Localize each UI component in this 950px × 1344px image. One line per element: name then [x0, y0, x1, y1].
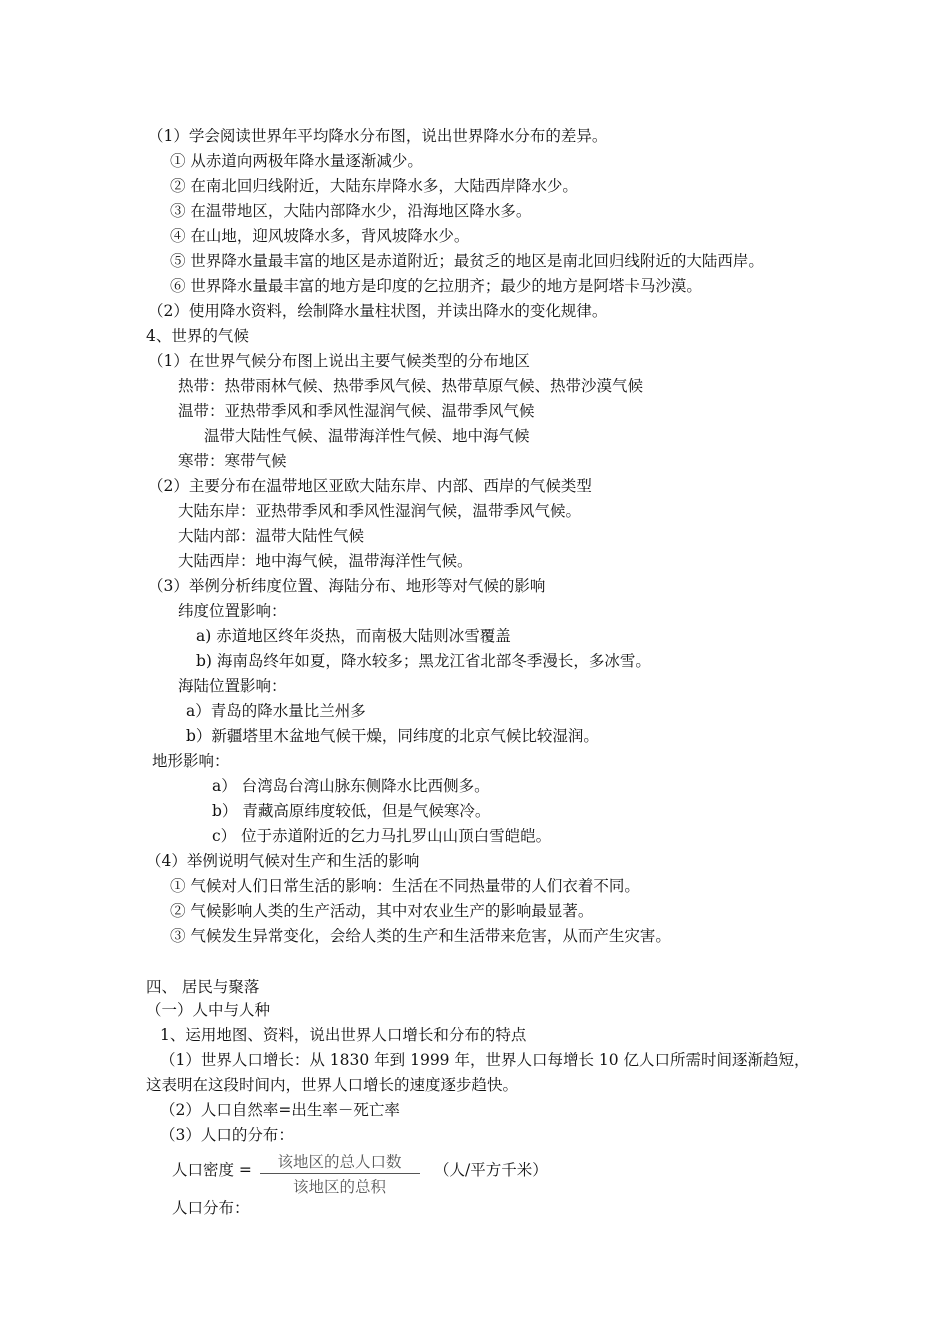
formula-lhs: 人口密度 = — [172, 1161, 252, 1179]
text-line: ① 从赤道向两极年降水量逐渐减少。 — [170, 152, 423, 170]
text-line: （1）在世界气候分布图上说出主要气候类型的分布地区 — [148, 352, 530, 370]
chapter-heading: 四、 居民与聚落 — [146, 978, 260, 996]
text-line: 人口分布： — [172, 1199, 250, 1217]
fraction-bar — [260, 1173, 420, 1174]
text-line: a） 台湾岛台湾山脉东侧降水比西侧多。 — [212, 777, 490, 795]
text-line: （2）使用降水资料，绘制降水量柱状图，并读出降水的变化规律。 — [148, 302, 608, 320]
text-line: ③ 在温带地区，大陆内部降水少，沿海地区降水多。 — [170, 202, 532, 220]
text-line: b) 海南岛终年如夏，降水较多；黑龙江省北部冬季漫长，多冰雪。 — [196, 652, 651, 670]
text-line: ② 在南北回归线附近，大陆东岸降水多，大陆西岸降水少。 — [170, 177, 578, 195]
text-line: b） 青藏高原纬度较低，但是气候寒冷。 — [212, 802, 491, 820]
text-line: a) 赤道地区终年炎热，而南极大陆则冰雪覆盖 — [196, 627, 511, 645]
text-line: （1）学会阅读世界年平均降水分布图，说出世界降水分布的差异。 — [148, 127, 608, 145]
text-line: （3）人口的分布： — [160, 1126, 294, 1144]
text-line: 这表明在这段时间内，世界人口增长的速度逐步趋快。 — [146, 1076, 519, 1094]
text-line: 温带大陆性气候、温带海洋性气候、地中海气候 — [204, 427, 530, 445]
text-line: a）青岛的降水量比兰州多 — [186, 702, 366, 720]
text-line: 海陆位置影响： — [178, 677, 287, 695]
text-line: b）新疆塔里木盆地气候干燥，同纬度的北京气候比较湿润。 — [186, 727, 599, 745]
text-line: ② 气候影响人类的生产活动，其中对农业生产的影响最显著。 — [170, 902, 594, 920]
text-line: 1、运用地图、资料，说出世界人口增长和分布的特点 — [160, 1026, 527, 1044]
text-line: （2）人口自然率=出生率－死亡率 — [160, 1101, 400, 1119]
text-line: ① 气候对人们日常生活的影响：生活在不同热量带的人们衣着不同。 — [170, 877, 640, 895]
section-heading: 4、世界的气候 — [146, 327, 249, 345]
text-line: （3）举例分析纬度位置、海陆分布、地形等对气候的影响 — [148, 577, 546, 595]
text-line: 热带：热带雨林气候、热带季风气候、热带草原气候、热带沙漠气候 — [178, 377, 644, 395]
text-line: 寒带：寒带气候 — [178, 452, 287, 470]
text-line: ③ 气候发生异常变化，会给人类的生产和生活带来危害，从而产生灾害。 — [170, 927, 671, 945]
text-line: 大陆东岸：亚热带季风和季风性湿润气候，温带季风气候。 — [178, 502, 582, 520]
section-heading: （一）人中与人种 — [146, 1001, 271, 1019]
text-line: （4）举例说明气候对生产和生活的影响 — [146, 852, 420, 870]
formula-denominator: 该地区的总积 — [292, 1178, 386, 1196]
text-line: 温带：亚热带季风和季风性湿润气候、温带季风气候 — [178, 402, 535, 420]
text-line: 纬度位置影响： — [178, 602, 287, 620]
text-line: ④ 在山地，迎风坡降水多，背风坡降水少。 — [170, 227, 470, 245]
population-density-formula — [172, 1150, 572, 1200]
text-line: c） 位于赤道附近的乞力马扎罗山山顶白雪皑皑。 — [212, 827, 552, 845]
text-line: 大陆内部：温带大陆性气候 — [178, 527, 365, 545]
text-line: 地形影响： — [152, 752, 230, 770]
text-line: 大陆西岸：地中海气候，温带海洋性气候。 — [178, 552, 473, 570]
text-line: （1）世界人口增长：从 1830 年到 1999 年，世界人口每增长 10 亿人口所需时间逐渐趋短， — [160, 1051, 810, 1069]
formula-unit: （人/平方千米） — [434, 1161, 548, 1179]
text-line: ⑥ 世界降水量最丰富的地方是印度的乞拉朋齐；最少的地方是阿塔卡马沙漠。 — [170, 277, 702, 295]
text-line: （2）主要分布在温带地区亚欧大陆东岸、内部、西岸的气候类型 — [148, 477, 592, 495]
text-line: ⑤ 世界降水量最丰富的地区是赤道附近；最贫乏的地区是南北回归线附近的大陆西岸。 — [170, 252, 764, 270]
formula-numerator: 该地区的总人口数 — [277, 1153, 402, 1171]
